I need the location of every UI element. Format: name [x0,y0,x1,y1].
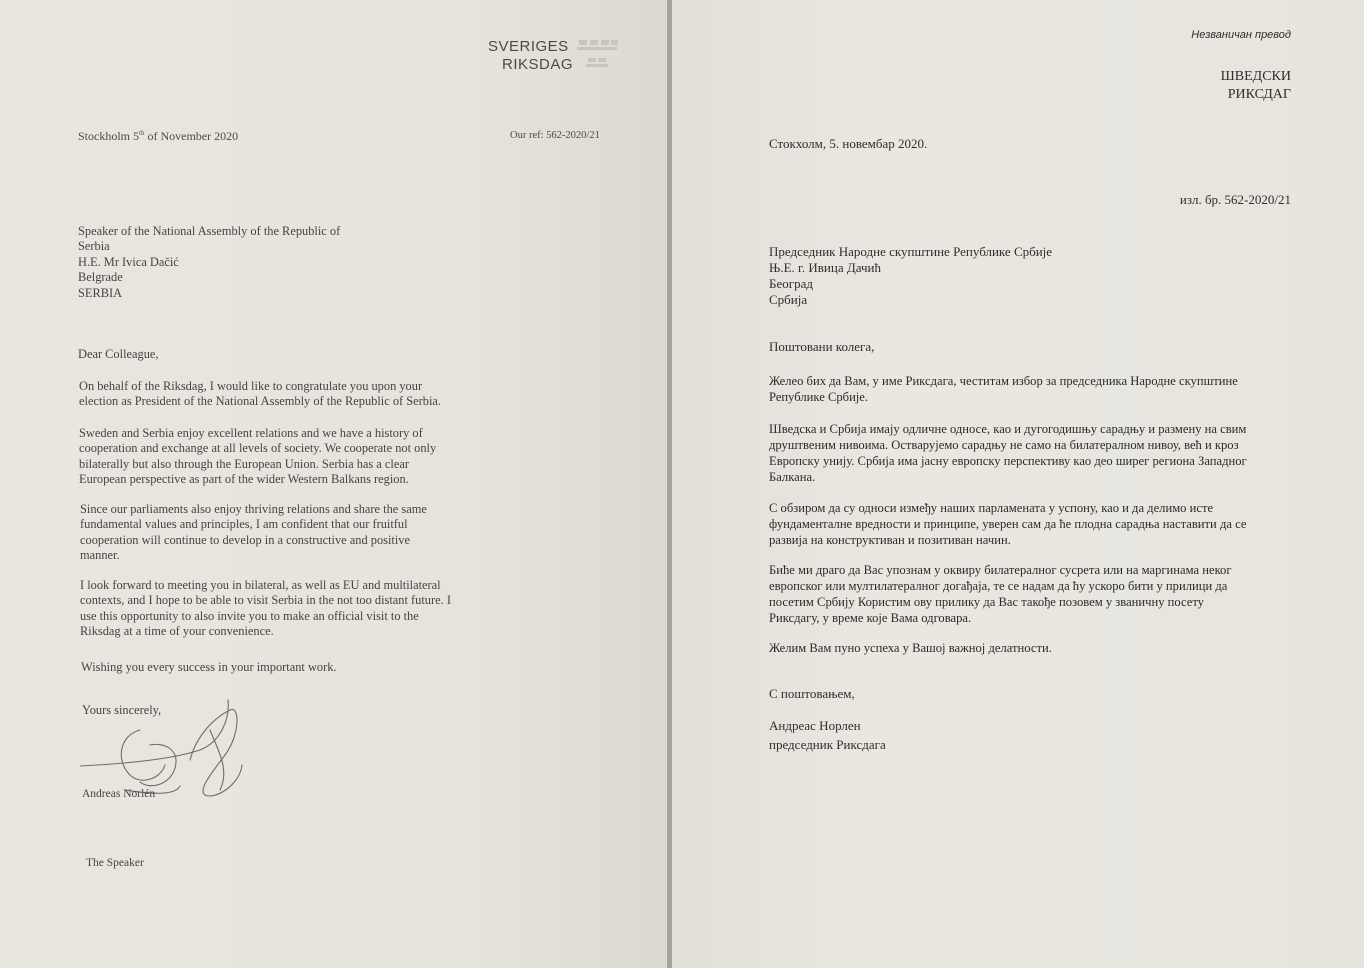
recipient-address [78,224,498,301]
paragraph-4 [769,562,1287,626]
signatory-name: Andreas Norlén [82,788,156,800]
address-line: Speaker of the National Assembly of the Republic of [78,224,341,238]
text-line: fundamental values and principles, I am confident that our fruitful [80,517,408,532]
paragraph-1 [79,379,499,410]
paragraph-5: Желим Вам пуно успеха у Вашој важној делатности. [769,641,1052,655]
date-ordinal: th [139,129,145,137]
text-line: Sweden and Serbia enjoy excellent relations and we have a history of [79,426,423,440]
address-line: Њ.Е. г. Ивица Дачић [769,260,881,275]
header-line-2: РИКСДАГ [1227,87,1291,102]
date-rest: of November 2020 [144,129,239,143]
text-line: contexts, and I hope to be able to visit Serbia in the not too distant future. I [80,593,451,608]
closing: С поштовањем, [769,686,855,701]
address-line: Serbia [78,239,110,254]
english-letter-page [0,0,667,968]
address-line: Србија [769,292,808,307]
paragraph-1 [769,373,1287,405]
text-line: Шведска и Србија имају одличне односе, као и дугогодишњу сарадњу и размену на свим [769,422,1247,436]
date-prefix: Stockholm 5 [78,129,140,143]
text-line: Желео бих да Вам, у име Риксдага, честитам избор за председника Народне скупштине [769,374,1238,388]
text-line: use this opportunity to also invite you to make an official visit to the [80,608,419,623]
text-line: Риксдагу, у време које Вама одговара. [769,611,972,625]
text-line: cooperation will continue to develop in a constructive and positive [80,532,410,547]
text-line: развија на конструктиван и позитиван начин. [769,533,1011,547]
paragraph-5: Wishing you every success in your important work. [81,660,337,674]
address-line: Председник Народне скупштине Републике Србије [769,244,1053,259]
text-line: Биће ми драго да Вас упознам у оквиру билатералног сусрета или на маргинама неког [769,563,1232,577]
text-line: Since our parliaments also enjoy thriving relations and share the same [80,502,427,516]
text-line: фундаменталне вредности и принципе, уверен сам да ће плодна сарадња наставити да се [769,517,1247,531]
logo-line-2: RIKSDAG [502,56,574,73]
signatory-name: Андреас Норлен [769,718,861,733]
header-riksdag [1221,68,1291,104]
address-line: H.E. Mr Ivica Dačić [78,254,179,269]
signatory-title: The Speaker [86,857,144,869]
letter-date [78,126,238,144]
text-line: европског или мултилатералног догађаја, те се надам да ћу ускоро бити у прилици да [769,579,1228,593]
paragraph-3 [80,502,500,564]
salutation: Dear Colleague, [78,347,159,361]
letter-reference: изл. бр. 562-2020/21 [1179,192,1291,207]
closing: Yours sincerely, [82,703,162,717]
letter-date: Стокхолм, 5. новембар 2020. [769,136,928,151]
address-line: SERBIA [78,285,123,300]
paragraph-2 [769,421,1287,485]
text-line: bilaterally but also through the European Union. Serbia has a clear [79,456,409,471]
paragraph-2 [79,426,499,488]
text-line: Републике Србије. [769,390,869,404]
letter-reference: Our ref: 562-2020/21 [510,130,600,141]
salutation: Поштовани колега, [769,339,875,354]
serbian-translation-page [672,0,1364,968]
paragraph-3 [769,500,1287,548]
header-line-1: ШВЕДСКИ [1220,69,1291,84]
text-line: Riksdag at a time of your convenience. [80,624,274,639]
text-line: С обзиром да су односи између наших парламената у успону, као и да делимо исте [769,501,1214,515]
unofficial-translation-note: Незваничан превод [1191,29,1291,41]
signatory-title: председник Риксдага [769,737,886,752]
text-line: cooperation and exchange at all levels of society. We cooperate not only [79,441,437,456]
paragraph-4 [80,578,500,640]
text-line: manner. [80,548,120,563]
riksdag-logo-text [488,38,573,74]
recipient-address [769,244,1052,308]
text-line: election as President of the National Assembly of the Republic of Serbia. [79,394,441,409]
logo-line-1: SVERIGES [488,38,569,55]
text-line: друштвеним нивоима. Остварујемо сарадњу не само на билатералном нивоу, већ и кроз [769,438,1239,452]
text-line: Балкана. [769,470,816,484]
text-line: European perspective as part of the wider Western Balkans region. [79,472,409,487]
text-line: Европску унију. Србија има јасну европску перспективу као део ширег региона Западног [769,454,1247,468]
riksdag-crown-logo-icon [576,38,620,74]
text-line: I look forward to meeting you in bilateral, as well as EU and multilateral [80,578,441,592]
address-line: Београд [769,276,813,291]
text-line: On behalf of the Riksdag, I would like to congratulate you upon your [79,379,423,393]
address-line: Belgrade [78,270,123,285]
text-line: посетим Србију Користим ову прилику да Вас такође позовем у званичну посету [769,595,1204,609]
